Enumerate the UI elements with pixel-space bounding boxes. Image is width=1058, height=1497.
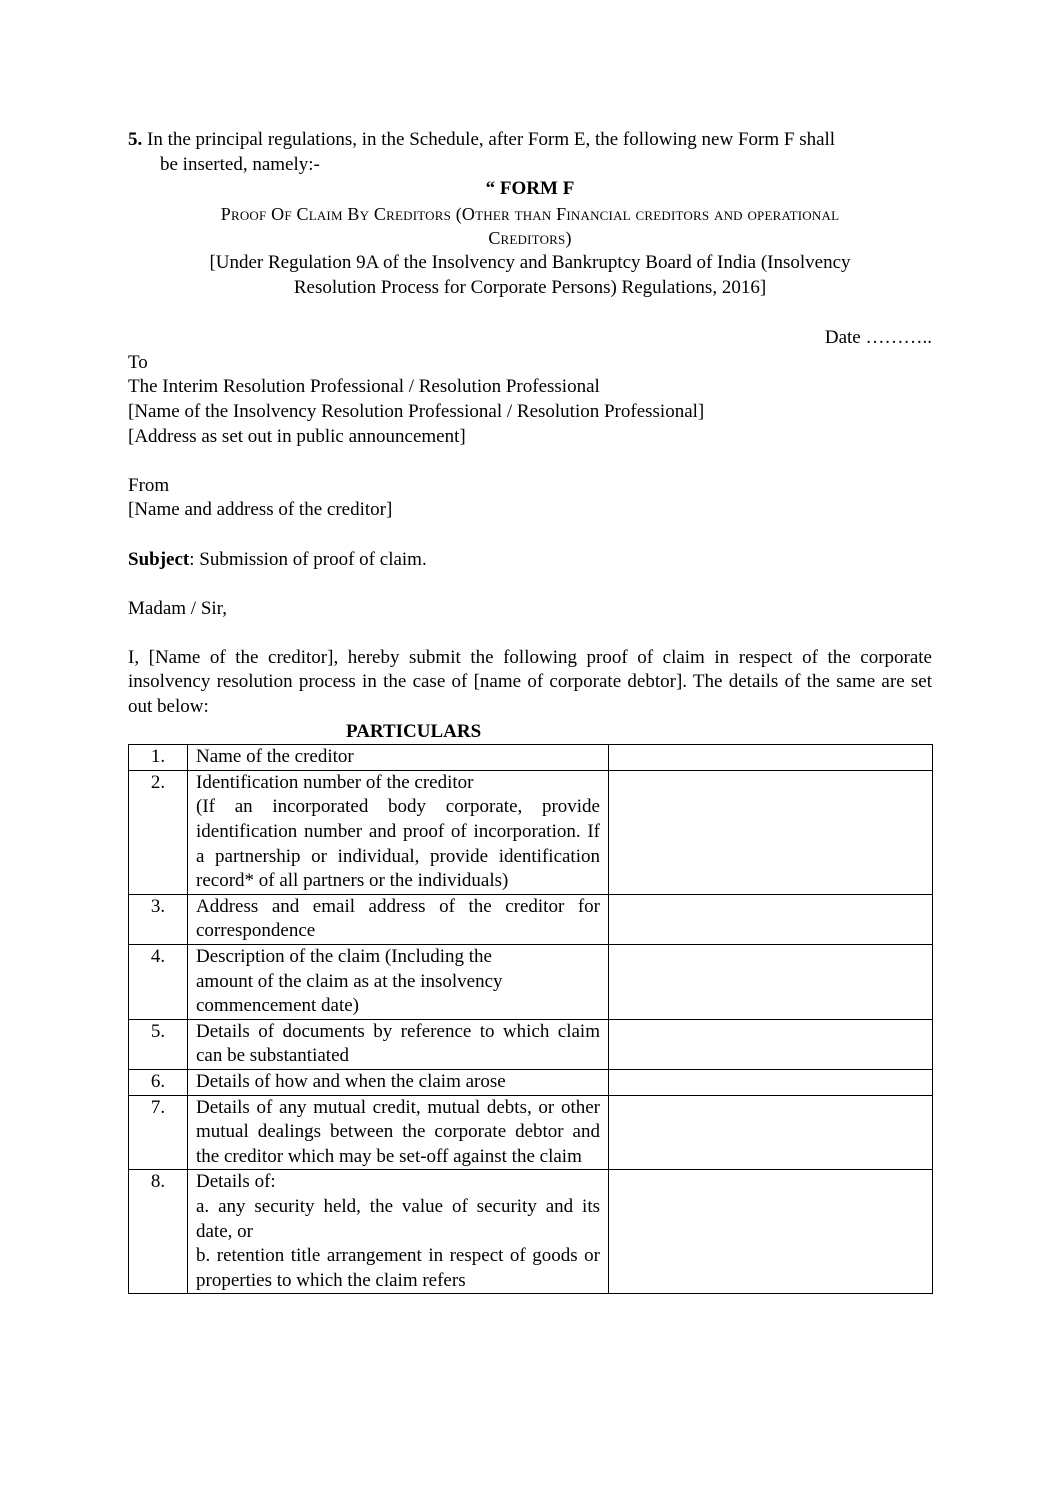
row-value-cell[interactable] <box>609 1170 933 1294</box>
table-row <box>129 745 933 771</box>
row-description-line: b. retention title arrangement in respect of goods or properties to which the claim refers <box>196 1245 600 1291</box>
sender-line-1: [Name and address of the creditor] <box>128 499 393 521</box>
table-row <box>129 1069 933 1095</box>
salutation: Madam / Sir, <box>128 597 227 619</box>
row-description <box>188 770 609 894</box>
addressee-block <box>128 351 932 449</box>
row-description <box>188 1069 609 1095</box>
form-subtitle-line-2: Creditors) <box>488 228 572 249</box>
row-description-line: Description of the claim (Including the <box>196 946 492 967</box>
table-row <box>129 1170 933 1294</box>
row-value-cell[interactable] <box>609 1095 933 1170</box>
row-description <box>188 894 609 944</box>
row-description-line: commencement date) <box>196 995 360 1017</box>
row-description <box>188 745 609 771</box>
row-value-cell[interactable] <box>609 1019 933 1069</box>
table-row <box>129 945 933 1020</box>
form-title: “ FORM F <box>485 178 575 200</box>
regulation-reference-line-1: [Under Regulation 9A of the Insolvency and Bankruptcy Board of India (Insolvency <box>209 251 851 273</box>
table-row <box>129 894 933 944</box>
row-value-cell[interactable] <box>609 770 933 894</box>
to-label: To <box>128 351 148 373</box>
form-subtitle-line-1: Proof Of Claim By Creditors (Other than Financial creditors and operational <box>220 203 840 224</box>
subject-line <box>128 548 932 573</box>
date-line: Date ……….. <box>824 327 932 349</box>
addressee-line-3: [Address as set out in public announcement] <box>128 425 466 447</box>
row-description-line: Name of the creditor <box>196 746 354 768</box>
row-number: 5. <box>129 1019 188 1069</box>
from-label: From <box>128 474 170 496</box>
row-description-line: Address and email address of the creditor for correspondence <box>196 895 600 942</box>
amendment-paragraph <box>128 128 932 177</box>
subject-label: Subject <box>128 548 190 570</box>
sender-block <box>128 474 932 523</box>
row-number: 1. <box>129 745 188 771</box>
row-value-cell[interactable] <box>609 894 933 944</box>
row-number: 7. <box>129 1095 188 1170</box>
addressee-line-2: [Name of the Insolvency Resolution Professional / Resolution Professional] <box>128 400 705 422</box>
row-number: 4. <box>129 945 188 1020</box>
row-description-line: Details of: <box>196 1171 276 1193</box>
row-description <box>188 1170 609 1294</box>
row-description-line: Details of documents by reference to which claim can be substantiated <box>196 1020 600 1067</box>
paragraph-text: In the principal regulations, in the Schedule, after Form E, the following new Form F shall <box>142 129 836 150</box>
row-value-cell[interactable] <box>609 1069 933 1095</box>
addressee-line-1: The Interim Resolution Professional / Resolution Professional <box>128 376 600 398</box>
regulation-reference-line-2: Resolution Process for Corporate Persons) Regulations, 2016] <box>293 276 767 298</box>
row-number: 2. <box>129 770 188 894</box>
row-description-line: (If an incorporated body corporate, provide identification number and proof of incorporation. If a partnership or individual, provide identification record* of all partners or the individuals) <box>196 796 600 892</box>
row-number: 8. <box>129 1170 188 1294</box>
table-row <box>129 770 933 894</box>
particulars-heading: PARTICULARS <box>346 720 482 742</box>
document-page <box>128 128 932 1294</box>
row-description-line: Identification number of the creditor <box>196 771 474 793</box>
body-paragraph: I, [Name of the creditor], hereby submit the following proof of claim in respect of the corporate insolvency resolution process in the case of [name of corporate debtor]. The details of the same are set out below: <box>128 646 932 718</box>
row-description <box>188 945 609 1020</box>
row-description-line: a. any security held, the value of security and its date, or <box>196 1195 600 1242</box>
subject-text: : Submission of proof of claim. <box>189 548 427 570</box>
row-number: 3. <box>129 894 188 944</box>
paragraph-continuation: be inserted, namely:- <box>160 153 320 175</box>
row-value-cell[interactable] <box>609 945 933 1020</box>
row-description-line: Details of how and when the claim arose <box>196 1070 506 1092</box>
row-description <box>188 1019 609 1069</box>
row-number: 6. <box>129 1069 188 1095</box>
row-description-line: amount of the claim as at the insolvency <box>196 970 503 992</box>
paragraph-number: 5. <box>128 129 143 150</box>
row-description <box>188 1095 609 1170</box>
table-row <box>129 1019 933 1069</box>
table-row <box>129 1095 933 1170</box>
row-description-line: Details of any mutual credit, mutual debts, or other mutual dealings between the corporate debtor and the creditor which may be set-off against the claim <box>196 1096 600 1167</box>
particulars-table <box>128 744 933 1294</box>
row-value-cell[interactable] <box>609 745 933 771</box>
